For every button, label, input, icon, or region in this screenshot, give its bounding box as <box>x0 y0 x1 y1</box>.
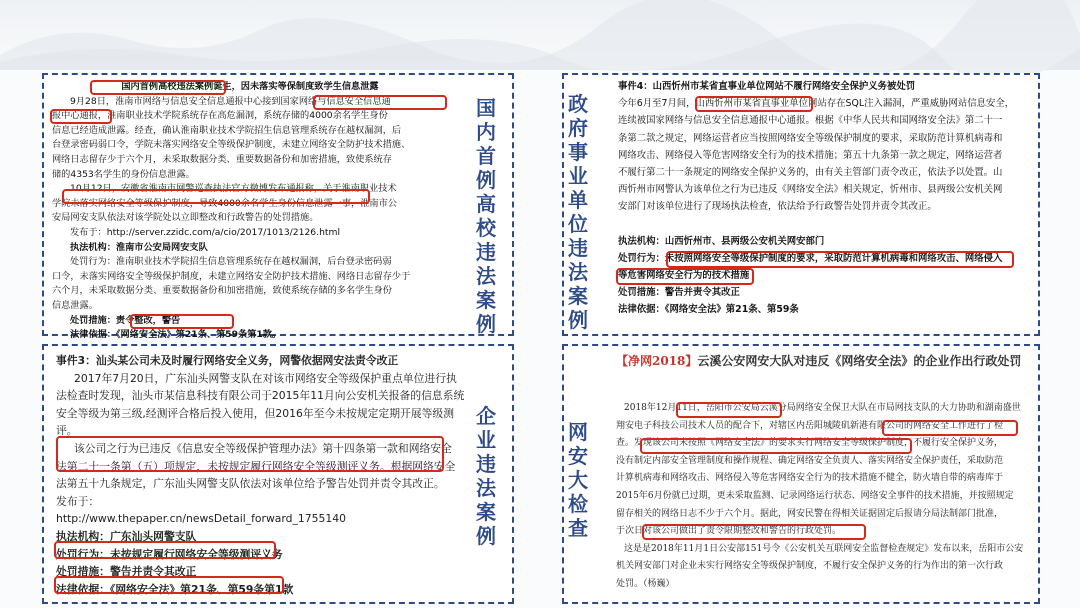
panel2-line: 今年6月至7月间，山西忻州市某省直事业单位网站存在SQL注入漏洞，严重威胁网站信息安全， <box>618 98 1015 110</box>
highlight-box <box>130 314 234 329</box>
panel4-line: 计算机病毒和网络攻击、网络侵入等危害网络安全行为的技术措施不健全，防火墙自带的病毒库于 <box>616 473 1004 484</box>
panel1-line: 处罚行为：淮南职业技术学院招生信息管理系统存在越权漏洞，后台登录密码弱 <box>70 256 392 268</box>
panel4-headline-tag: 【净网2018】 <box>616 354 698 368</box>
highlight-box <box>882 420 1018 436</box>
highlight-box <box>50 109 112 124</box>
highlight-box <box>642 524 866 540</box>
panel4-document <box>612 348 1036 600</box>
highlight-box <box>62 189 370 204</box>
panel1-headline: 国内首例高校违法案例诞生，因未落实等保制度致学生信息泄露 <box>121 81 379 92</box>
panel4-headline: 云溪公安网安大队对违反《网络安全法》的企业作出行政处罚 <box>697 354 1022 368</box>
panel1-line: 六个月，未采取数据分类、重要数据备份和加密措施，致使系统存储的多名学生身份 <box>52 285 392 297</box>
panel4-line: 查。发现该公司未按照《网络安全法》的要求实行网络安全等级保护制度，不履行安全保护义务， <box>616 438 1004 449</box>
panel3-violation: 处罚行为：未按规定履行网络安全等级测评义务 <box>56 547 283 561</box>
panel1-line: 口令，未落实网络安全等级保护制度，未建立网络安全防护技术措施、网络日志留存少于 <box>52 270 411 282</box>
highlight-box <box>313 95 447 110</box>
panel1-line: 台登录密码弱口令，学院未落实网络安全等级保护制度，未建立网络安全防护技术措施、 <box>52 139 411 151</box>
panel2-document <box>614 76 1034 332</box>
panel2-agency: 执法机构：山西忻州市、县两级公安机关网安部门 <box>618 235 825 247</box>
highlight-box <box>666 251 1014 268</box>
panel3-agency: 执法机构：广东汕头网警支队 <box>56 529 197 543</box>
panel3-headline: 事件3：汕头某公司未及时履行网络安全义务，网警依据网安法责令改正 <box>56 354 399 367</box>
highlight-box <box>676 402 782 418</box>
panel1-agency: 执法机构：淮南市公安局网安支队 <box>70 241 208 253</box>
panel3-document <box>52 350 465 598</box>
highlight-box <box>90 80 226 95</box>
highlight-box <box>54 541 276 559</box>
panel4-vertical-title: 网安大检查 <box>568 420 588 540</box>
panel4-line: 处罚。（杨巍） <box>616 578 675 589</box>
panel1-line: 储的4353名学生的身份信息泄露。 <box>52 168 195 180</box>
panel3-line: 该公司之行为已违反《信息安全等级保护管理办法》第十四条第一款和网络安全 <box>74 441 452 455</box>
panel1-penalty: 处罚措施：责令整改，警告 <box>70 314 181 326</box>
panel2-headline: 事件4：山西忻州市某省直事业单位网站不履行网络安全保护义务被处罚 <box>618 81 916 92</box>
panel3-published-at: 发布于： <box>56 494 100 508</box>
panel3-line: 评。 <box>56 424 78 438</box>
panel2-violation: 处罚行为：未按照网络安全等级保护制度的要求，采取防范计算机病毒和网络攻击、网络侵入 <box>618 252 1003 264</box>
highlight-box <box>616 268 754 285</box>
panel1-line: 信息泄露。 <box>52 299 98 311</box>
panel4-line: 2015年6月份就已过期，更未采取监测、记录网络运行状态、网络安全事件的技术措施，并按照规定 <box>616 490 1014 501</box>
panel4-line: 翔安电子科技公司技术人员的配合下，对辖区内岳阳城陵矶新港有限公司的网络安全工作进行了检 <box>616 420 1004 431</box>
panel2-spacer <box>618 216 1030 233</box>
panel4-line: 于次日对该公司做出了责令限期整改和警告的行政处罚。 <box>616 526 842 537</box>
panel2-line: 网络攻击、网络侵入等危害网络安全行为的技术措施；第五十九条第一款之规定，网络运营者 <box>618 149 1003 161</box>
panel4-line: 没有制定内部安全管理制度和操作规程、确定网络安全负责人、落实网络安全保护责任，采取防范 <box>616 455 1004 466</box>
panel2-line: 连续被国家网络与信息安全信息通报中心通报。根据《中华人民共和国网络安全法》第二十一 <box>618 115 1003 127</box>
panel2-line: 西忻州市网警认为该单位之行为已违反《网络安全法》相关规定，忻州市、县两级公安机关网 <box>618 184 1003 196</box>
panel3-penalty: 处罚措施：警告并责令其改正 <box>56 565 197 579</box>
panel3-line: 安全等级为第三级,经测评合格后投入使用，但2016年至今未按规定定期开展等级测 <box>56 406 454 420</box>
highlight-box <box>54 576 284 594</box>
panel3-line: 法第二十一条第（五）项规定，未按规定履行网络安全等级测评义务。根据网络安全 <box>56 459 456 473</box>
panel2-line: 不履行第二十一条规定的网络安全保护义务的，由有关主管部门责令改正，依法予以处置。山 <box>618 167 1003 179</box>
highlight-box <box>640 438 912 454</box>
panel2-violation-cont: 等危害网络安全行为的技术措施 <box>618 270 750 282</box>
panel2-legal-basis: 法律依据：《网络安全法》第21条、第59条 <box>618 304 799 316</box>
highlight-box <box>695 96 813 112</box>
panel1-line: 信息已经造成泄露。经查，确认淮南职业技术学院招生信息管理系统存在越权漏洞，后 <box>52 124 402 136</box>
panel1-legal-basis: 法律依据：《网络安全法》第21条、第59条第1款。 <box>70 329 282 341</box>
panel3-line: 法第五十九条规定，广东汕头网警支队依法对该单位给予警告处罚并责令其改正。 <box>56 477 445 491</box>
panel2-line: 安部门对该单位进行了现场执法检查，依法给予行政警告处罚并责令其改正。 <box>618 201 937 213</box>
panel3-source-link[interactable]: http://www.thepaper.cn/newsDetail_forward_1755140 <box>56 512 347 526</box>
panel1-line: 网络日志留存少于六个月，未采取数据分类、重要数据备份和加密措施，致使系统存 <box>52 153 392 165</box>
panel4-line: 这是是2018年11月1日公安部151号令《公安机关互联网安全监督检查规定》发布以来，岳阳市公安 <box>624 543 1024 554</box>
panel1-line: 安局网安支队依法对该学院处以立即整改和行政警告的处罚措施。 <box>52 212 319 224</box>
panel3-line: 法检查时发现，汕头市某信息科技有限公司于2015年11月向公安机关报备的信息系统 <box>56 389 465 403</box>
panel3-line: 2017年7月20日，广东汕头网警支队在对该市网络安全等级保护重点单位进行执 <box>74 371 457 385</box>
panel2-penalty: 处罚措施：警告并责令其改正 <box>618 287 740 299</box>
panel2-line: 条第二款之规定，网络运营者应当按照网络安全等级保护制度的要求，采取防范计算机病毒和 <box>618 132 1003 144</box>
panel1-line: 学院未落实网络安全等级保护制度，导致4000余名学生身份信息泄露一事，淮南市公 <box>52 197 397 209</box>
panel1-vertical-title: 国内首例高校违法案例 <box>476 96 496 336</box>
panel3-vertical-title: 企业违法案例 <box>476 404 496 548</box>
panel4-line: 留存相关的网络日志不少于六个月。据此，网安民警在得相关证据固定后报请分局法制部门批准， <box>616 508 1004 519</box>
panel1-published-at: 发布于：http://server.zzidc.com/a/cio/2017/1013/2126.html <box>70 226 341 238</box>
panel4-line: 机关网安部门对企业未实行网络安全等级保护制度，不履行安全保护义务的行为作出的第一次行政 <box>616 561 1004 572</box>
panel1-line: 9月28日，淮南市网络与信息安全信息通报中心接到国家网络与信息安全信息通 <box>70 95 391 107</box>
panel2-vertical-title: 政府事业单位违法案例 <box>568 92 588 332</box>
panel3-legal-basis: 法律依据：《网络安全法》第21条、第59条第1款 <box>56 582 294 596</box>
highlight-box <box>56 436 444 472</box>
mountain-decoration <box>0 0 1080 70</box>
panel4-line: 2018年12月11日，岳阳市公安局云溪分局网络安全保卫大队在市局网技支队的大力协助和湖南盛世 <box>624 403 1021 413</box>
panel1-line: 10月12日，安徽省淮南市网警巡查执法官方微博发布通报称，关于淮南职业技术 <box>70 183 397 195</box>
panel1-line: 报中心通报，淮南职业技术学院系统存在高危漏洞，系统存储的4000余名学生身份 <box>52 110 388 122</box>
